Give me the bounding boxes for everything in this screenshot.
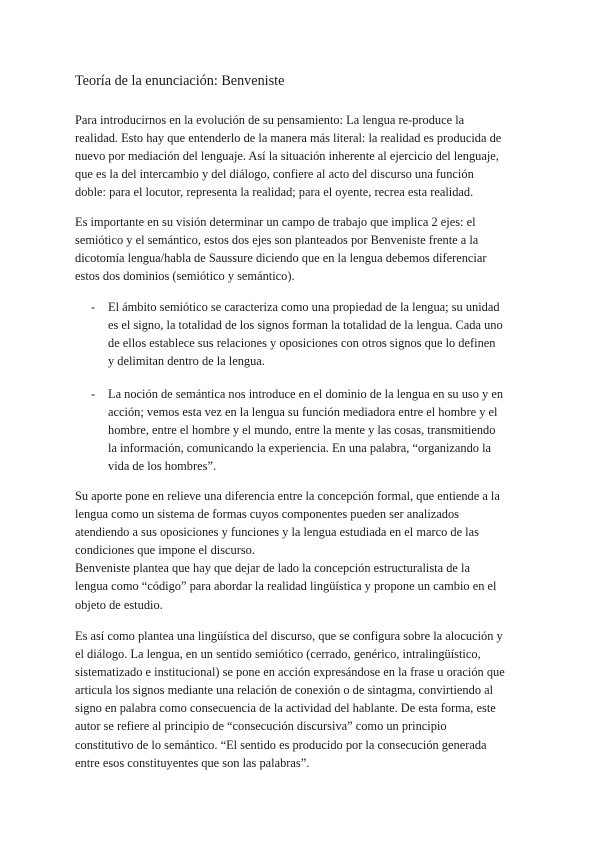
text-line: doble: para el locutor, representa la realidad; para el oyente, recrea esta realidad. [75, 185, 474, 200]
paragraph-3 [75, 487, 530, 614]
text-line: es el signo, la totalidad de los signos forman la totalidad de la lengua. Cada uno [108, 318, 503, 333]
paragraph-4 [75, 627, 530, 772]
text-line: la información, comunicando la experiencia. En una palabra, “organizando la [108, 441, 492, 456]
text-line: objeto de estudio. [75, 597, 163, 612]
text-line: hombre, entre el hombre y el mundo, entre la mente y las cosas, transmitiendo [108, 423, 496, 438]
text-line: de ellos establece sus relaciones y oposiciones con otros signos que lo definen [108, 336, 496, 351]
text-line: Su aporte pone en relieve una diferencia entre la concepción formal, que entiende a la [75, 489, 500, 503]
text-line: nuevo por mediación del lenguaje. Así la situación inherente al ejercicio del lenguaje, [75, 149, 499, 164]
text-line: estos dos dominios (semiótico y semántico). [75, 269, 295, 284]
text-line: articula los signos mediante una relación de conexión o de sintagma, convirtiendo al [75, 683, 494, 698]
text-line: El ámbito semiótico se caracteriza como una propiedad de la lengua; su unidad [108, 300, 500, 314]
text-line: realidad. Esto hay que entenderlo de la manera más literal: la realidad es producida de [75, 131, 502, 146]
text-line: vida de los hombres”. [108, 459, 217, 474]
text-line: atendiendo a sus oposiciones y funciones y la lengua estudiada en el marco de las [75, 525, 479, 540]
text-line: signo en palabra como consecuencia de la actividad del hablante. De esta forma, este [75, 701, 496, 716]
document-title: Teoría de la enunciación: Benveniste [75, 73, 285, 89]
bullet-marker: - [91, 300, 96, 314]
paragraph-1 [75, 111, 530, 201]
text-line: que es la del intercambio y del diálogo, confiere al acto del discurso una función [75, 167, 474, 182]
text-line: lengua como “código” para abordar la realidad lingüística y propone un cambio en el [75, 579, 497, 594]
text-line: constitutivo de lo semántico. “El sentido es producido por la consecución generada [75, 737, 487, 752]
text-line: condiciones que impone el discurso. [75, 543, 255, 558]
text-line: La noción de semántica nos introduce en el dominio de la lengua en su uso y en [108, 387, 504, 401]
text-line: acción; vemos esta vez en la lengua su función mediadora entre el hombre y el [108, 405, 498, 420]
text-line: el diálogo. La lengua, en un sentido semiótico (cerrado, genérico, intralingüístico, [75, 647, 481, 662]
text-line: Es así como plantea una lingüística del discurso, que se configura sobre la alocución y [75, 629, 503, 643]
text-line: Para introducirnos en la evolución de su pensamiento: La lengua re-produce la [75, 113, 465, 127]
text-line: Es importante en su visión determinar un campo de trabajo que implica 2 ejes: el [75, 215, 476, 229]
text-line: entre esos constituyentes que son las palabras”. [75, 755, 310, 770]
text-line: autor se refiere al principio de “consecución discursiva” como un principio [75, 719, 447, 734]
text-line: semiótico y el semántico, estos dos ejes son planteados por Benveniste frente a la [75, 233, 479, 248]
text-line: Benveniste plantea que hay que dejar de lado la concepción estructuralista de la [75, 561, 470, 576]
bullet-marker: - [91, 387, 96, 401]
text-line: y delimitan dentro de la lengua. [108, 354, 265, 369]
paragraph-2 [75, 213, 530, 285]
text-line: sistematizado e institucional) se pone en acción expresándose en la frase u oración que [75, 665, 505, 680]
text-line: dicotomía lengua/habla de Saussure diciendo que en la lengua debemos diferenciar [75, 251, 487, 266]
text-line: lengua como un sistema de formas cuyos componentes pueden ser analizados [75, 507, 459, 522]
